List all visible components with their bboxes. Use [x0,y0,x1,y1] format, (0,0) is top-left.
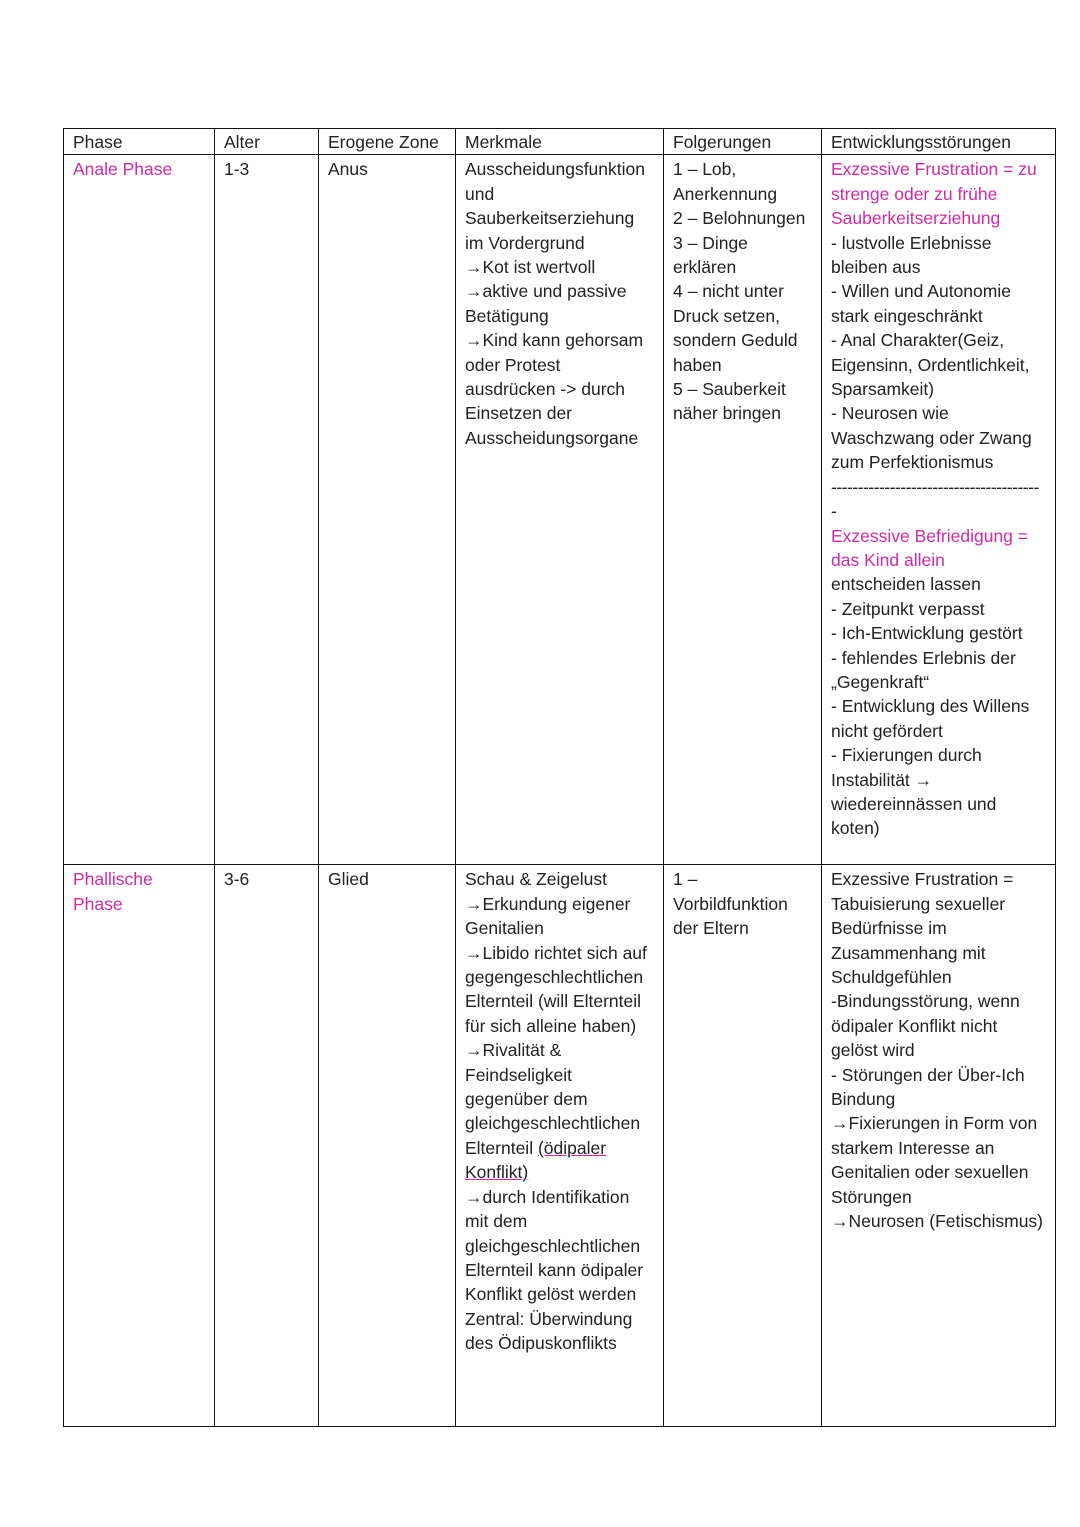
merkmal-text: →Rivalität & Feindseligkeit gegenüber dem gleichgeschlechtlichen Elternteil [465,1040,641,1158]
cell-alter: 3-6 [215,865,319,1427]
stoerung-line: - fehlendes Erlebnis der „Gegenkraft“ [831,647,1016,692]
stoerung-line: Exzessive Frustration = Tabuisierung sexueller Bedürfnisse im Zusammenhang mit Schuldgefühlen [831,869,1014,988]
cell-merkmale [456,865,664,1427]
stoerung-line: entscheiden lassen [831,574,981,595]
cell-phase: Phallische Phase [64,865,215,1427]
folgerung-line: 1 – Vorbildfunktion der Eltern [673,869,788,939]
cell-stoerungen [822,155,1056,865]
merkmal-line: →Kot ist wertvoll [465,257,596,278]
stoerung-line: - Willen und Autonomie stark eingeschränkt [831,281,1011,326]
stoerung-line: - lustvolle Erlebnisse bleiben aus [831,232,992,278]
cell-folgerungen [664,155,822,865]
stoerung-line: - Entwicklung des Willens nicht gefördert [831,696,1030,741]
folgerung-line: 2 – Belohnungen [673,208,806,229]
stoerung-line: -Bindungsstörung, wenn ödipaler Konflikt nicht gelöst wird [831,991,1020,1061]
header-alter: Alter [215,129,319,155]
folgerung-line: 3 – Dinge erklären [673,232,748,278]
stoerung-line: - Zeitpunkt verpasst [831,598,985,619]
cell-alter: 1-3 [215,155,319,865]
stoerung-line: - Störungen der Über-Ich Bindung [831,1064,1025,1110]
folgerung-line: 4 – nicht unter Druck setzen, sondern Geduld haben [673,281,798,375]
cell-merkmale [456,155,664,865]
cell-stoerungen [822,865,1056,1427]
stoerung-line: - Anal Charakter(Geiz, Eigensinn, Ordentlichkeit, Sparsamkeit) [831,330,1030,400]
cell-folgerungen [664,865,822,1427]
header-zone: Erogene Zone [319,129,456,155]
merkmal-line: →aktive und passive Betätigung [465,281,627,326]
oedipal-underlined: (ödipaler Konflikt) [465,1137,607,1183]
stoerung-title: Exzessive Befriedigung = das Kind allein [831,525,1028,570]
folgerung-line: 1 – Lob, Anerkennung [673,159,778,204]
stoerung-line: →Fixierungen in Form von starkem Interesse an Genitalien oder sexuellen Störungen [831,1113,1038,1207]
header-row [64,129,1056,155]
cell-phase: Anale Phase [64,155,215,865]
stoerung-line: - Fixierungen durch Instabilität → wiedereinnässen und koten) [831,745,997,839]
merkmal-line: →Erkundung eigener Genitalien [465,893,631,939]
cell-zone: Glied [319,865,456,1427]
cell-zone: Anus [319,155,456,865]
stoerung-line: - Ich-Entwicklung gestört [831,623,1023,644]
table-row-phallische [64,865,1056,1427]
header-stoerungen: Entwicklungsstörungen [822,129,1056,155]
dashed-separator: --------------------------------------- [831,476,1039,497]
header-folgerungen: Folgerungen [664,129,822,155]
stoerung-title: Exzessive Frustration = zu strenge oder zu frühe Sauberkeitserziehung [831,159,1037,229]
merkmal-line: →durch Identifikation mit dem gleichgeschlechtlichen Elternteil kann ödipaler Konflikt gelöst werden [465,1186,644,1305]
merkmal-line: →Libido richtet sich auf gegengeschlechtlichen Elternteil (will Elternteil für sich alleine haben) [465,942,647,1036]
merkmal-line [465,1038,655,1184]
header-phase: Phase [64,129,215,155]
stoerung-line: - Neurosen wie Waschzwang oder Zwang zum Perfektionismus [831,403,1032,473]
folgerung-line: 5 – Sauberkeit näher bringen [673,379,786,424]
merkmal-line: →Kind kann gehorsam oder Protest ausdrücken -> durch Einsetzen der Ausscheidungsorgane [465,330,644,448]
phases-table [63,128,1056,1427]
merkmal-line: Ausscheidungsfunktion und Sauberkeitserziehung im Vordergrund [465,159,645,253]
merkmal-line: Zentral: Überwindung des Ödipuskonflikts [465,1308,633,1354]
header-merkmale: Merkmale [456,129,664,155]
stoerung-line: →Neurosen (Fetischismus) [831,1211,1043,1232]
merkmal-line: Schau & Zeigelust [465,869,608,890]
separator-dash: - [831,501,837,522]
table-row-anale [64,155,1056,865]
